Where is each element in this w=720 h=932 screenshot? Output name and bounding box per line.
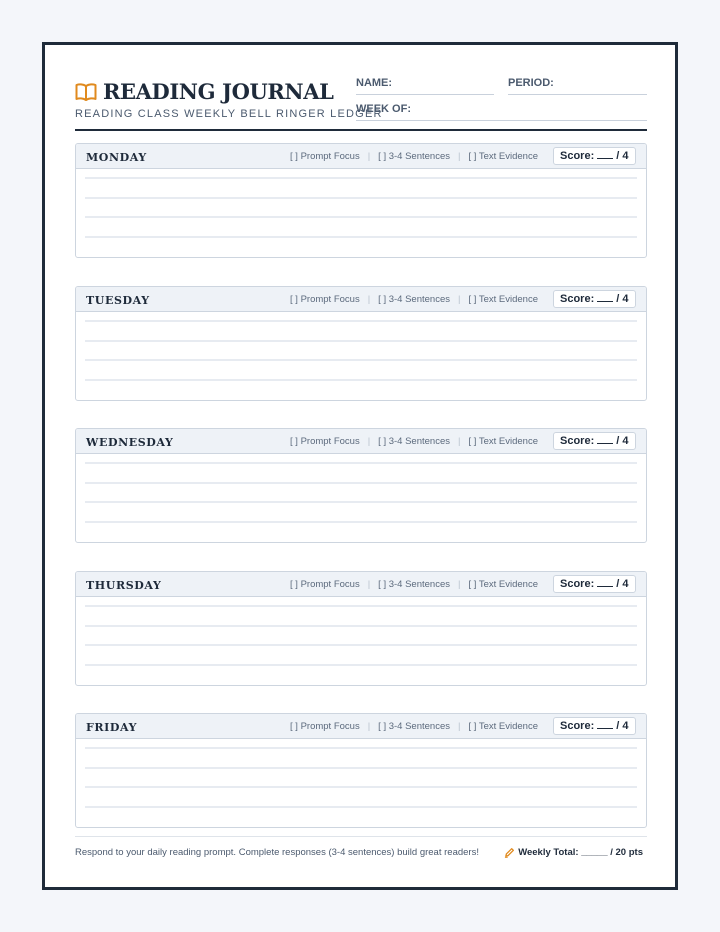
checklist-separator: | xyxy=(367,436,371,447)
checklist-prompt-focus[interactable]: [ ] Prompt Focus xyxy=(290,294,360,305)
title-row xyxy=(75,79,333,104)
score-label: Score: xyxy=(560,293,595,305)
score-box[interactable] xyxy=(553,290,636,308)
checklist xyxy=(290,436,538,447)
book-icon xyxy=(75,83,97,101)
checklist-sentences[interactable]: [ ] 3-4 Sentences xyxy=(378,721,450,732)
score-max: / 4 xyxy=(616,578,629,590)
page-subtitle: READING CLASS WEEKLY BELL RINGER LEDGER xyxy=(75,108,383,120)
writing-line xyxy=(85,521,637,523)
checklist-text-evidence[interactable]: [ ] Text Evidence xyxy=(468,721,538,732)
checklist xyxy=(290,151,538,162)
writing-line xyxy=(85,747,637,749)
day-header xyxy=(76,572,646,597)
checklist-separator: | xyxy=(458,151,461,162)
checklist-sentences[interactable]: [ ] 3-4 Sentences xyxy=(378,294,450,305)
writing-line xyxy=(85,359,637,361)
score-max: / 4 xyxy=(616,150,629,162)
day-name: THURSDAY xyxy=(86,579,162,592)
score-box[interactable] xyxy=(553,147,636,165)
weekly-total-max: / 20 pts xyxy=(610,847,643,858)
writing-line xyxy=(85,197,637,199)
writing-line xyxy=(85,786,637,788)
writing-lines[interactable] xyxy=(85,605,637,683)
checklist-separator: | xyxy=(458,294,461,305)
writing-lines[interactable] xyxy=(85,747,637,825)
score-max: / 4 xyxy=(616,435,629,447)
score-label: Score: xyxy=(560,150,595,162)
checklist-prompt-focus[interactable]: [ ] Prompt Focus xyxy=(290,436,360,447)
checklist-separator: | xyxy=(458,721,461,732)
score-max: / 4 xyxy=(616,720,629,732)
score-blank xyxy=(597,158,613,159)
week-of-field[interactable] xyxy=(356,103,411,115)
day-header xyxy=(76,144,646,169)
writing-line xyxy=(85,379,637,381)
writing-lines[interactable] xyxy=(85,177,637,255)
writing-line xyxy=(85,236,637,238)
week-of-line xyxy=(356,120,647,121)
writing-lines[interactable] xyxy=(85,462,637,540)
day-name: TUESDAY xyxy=(86,294,150,307)
score-box[interactable] xyxy=(553,432,636,450)
name-label: NAME: xyxy=(356,77,393,89)
header-divider xyxy=(75,129,647,131)
week-of-label: WEEK OF: xyxy=(356,103,411,115)
checklist-text-evidence[interactable]: [ ] Text Evidence xyxy=(468,151,538,162)
pencil-icon xyxy=(504,847,515,858)
day-name: FRIDAY xyxy=(86,721,138,734)
journal-header xyxy=(75,73,647,131)
day-header xyxy=(76,429,646,454)
writing-line xyxy=(85,340,637,342)
writing-line xyxy=(85,482,637,484)
checklist-text-evidence[interactable]: [ ] Text Evidence xyxy=(468,436,538,447)
checklist-separator: | xyxy=(367,721,371,732)
checklist-prompt-focus[interactable]: [ ] Prompt Focus xyxy=(290,579,360,590)
footer-divider xyxy=(75,836,647,837)
checklist-sentences[interactable]: [ ] 3-4 Sentences xyxy=(378,151,450,162)
writing-line xyxy=(85,177,637,179)
score-label: Score: xyxy=(560,720,595,732)
period-label: PERIOD: xyxy=(508,77,554,89)
day-section-thursday xyxy=(75,571,647,686)
journal-sheet xyxy=(42,42,678,890)
score-blank xyxy=(597,728,613,729)
checklist-prompt-focus[interactable]: [ ] Prompt Focus xyxy=(290,151,360,162)
writing-line xyxy=(85,644,637,646)
checklist xyxy=(290,721,538,732)
checklist xyxy=(290,294,538,305)
day-header xyxy=(76,714,646,739)
checklist-text-evidence[interactable]: [ ] Text Evidence xyxy=(468,579,538,590)
writing-line xyxy=(85,806,637,808)
writing-line xyxy=(85,625,637,627)
day-section-wednesday xyxy=(75,428,647,543)
writing-line xyxy=(85,767,637,769)
writing-line xyxy=(85,664,637,666)
writing-lines[interactable] xyxy=(85,320,637,398)
writing-line xyxy=(85,605,637,607)
weekly-total-label: Weekly Total: xyxy=(518,847,579,858)
day-header xyxy=(76,287,646,312)
score-label: Score: xyxy=(560,435,595,447)
score-box[interactable] xyxy=(553,575,636,593)
score-label: Score: xyxy=(560,578,595,590)
checklist-text-evidence[interactable]: [ ] Text Evidence xyxy=(468,294,538,305)
day-section-tuesday xyxy=(75,286,647,401)
weekly-total[interactable] xyxy=(504,847,643,858)
checklist-sentences[interactable]: [ ] 3-4 Sentences xyxy=(378,436,450,447)
day-section-monday xyxy=(75,143,647,258)
day-section-friday xyxy=(75,713,647,828)
day-name: MONDAY xyxy=(86,151,147,164)
name-line xyxy=(356,94,494,95)
checklist-sentences[interactable]: [ ] 3-4 Sentences xyxy=(378,579,450,590)
name-field[interactable] xyxy=(356,77,392,89)
writing-line xyxy=(85,501,637,503)
score-box[interactable] xyxy=(553,717,636,735)
footer-note: Respond to your daily reading prompt. Complete responses (3-4 sentences) build great readers! xyxy=(75,847,479,858)
checklist-separator: | xyxy=(458,579,461,590)
weekly-total-blank: _____ xyxy=(581,847,608,858)
score-max: / 4 xyxy=(616,293,629,305)
score-blank xyxy=(597,301,613,302)
period-line xyxy=(508,94,647,95)
score-blank xyxy=(597,443,613,444)
checklist-separator: | xyxy=(367,579,371,590)
writing-line xyxy=(85,320,637,322)
writing-line xyxy=(85,216,637,218)
day-name: WEDNESDAY xyxy=(86,436,174,449)
checklist-separator: | xyxy=(367,294,371,305)
checklist-separator: | xyxy=(458,436,461,447)
checklist xyxy=(290,579,538,590)
writing-line xyxy=(85,462,637,464)
checklist-separator: | xyxy=(367,151,371,162)
period-field[interactable] xyxy=(508,77,554,89)
page-title: READING JOURNAL xyxy=(103,79,334,104)
checklist-prompt-focus[interactable]: [ ] Prompt Focus xyxy=(290,721,360,732)
score-blank xyxy=(597,586,613,587)
